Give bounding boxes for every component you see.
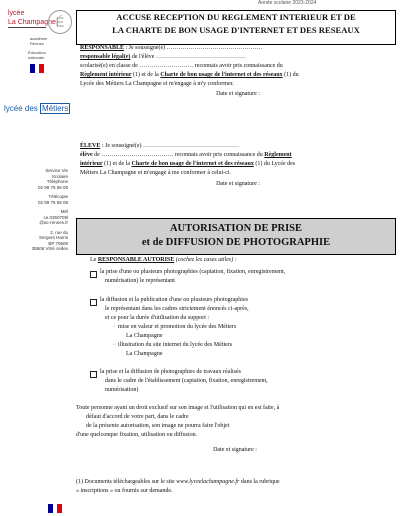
title-autorisation: AUTORISATION DE PRISE et de DIFFUSION DE PHOTOGRAPHIE <box>76 218 396 255</box>
option-diffusion-photo: la diffusion et la publication d'une ou plusieurs photographies le représentant dans les cadres strictement énoncés ci-après, et ce pour la durée d'utilisation du support : <box>100 297 249 321</box>
option-travaux: la prise et la diffusion de photographies de travaux réalisés dans le cadre de l'établissement (captation, fixation, enregistrement, numérisation) <box>100 369 268 393</box>
checkbox-travaux[interactable] <box>90 371 97 378</box>
title-accuse-reception: ACCUSE RECEPTION DU REGLEMENT INTERIEUR ET DE LA CHARTE DE BON USAGE D'INTERNET ET DES RESEAUX <box>76 10 396 45</box>
logo-la-champagne: La Champagne <box>8 19 56 26</box>
logo-academie: académie Rennes <box>30 36 48 46</box>
logo-ministere: Éducation nationale <box>28 50 46 60</box>
checkbox-prise-photo[interactable] <box>90 271 97 278</box>
marianne-emblem-icon <box>48 10 72 34</box>
eleve-date-signature: Date et signature : <box>216 181 260 187</box>
school-year-note: Année scolaire 2023-2024 <box>258 0 317 6</box>
sub-option-site-internet: · illustration du site internet du lycée des Métiers La Champagne <box>113 342 233 357</box>
option-prise-photo: la prise d'une ou plusieurs photographies (captation, fixation, enregistrement, numérisation) le représentant <box>100 269 286 284</box>
website-link[interactable]: www.lyceelachampagne.fr <box>176 479 240 485</box>
checkbox-diffusion-photo[interactable] <box>90 299 97 306</box>
auth-intro: Le RESPONSABLE AUTORISE (cochez les cases utiles) : <box>90 257 237 263</box>
section-eleve: ÉLEVE : Je soussigné(e) ………………………………………… élève de ……………………………… reconnais avoir pris connaissance du Règlement intérieur (1) et de la Charte de bon usage de l'internet et des réseaux (1) du Lycée des Métiers La Champagne et m'engage à me conformer à celui-ci. Date et signature : <box>80 142 396 189</box>
contact-sidebar: Service Vie Scolaire Téléphone 02 99 75 58 06 Télécopie 02 99 75 58 08 Mél ce.0350709l @ac-rennes.fr 2, rue du Sergent Harris BP 70609 35506 Vitré cedex <box>31 168 68 251</box>
image-rights-notice: Toute personne ayant un droit exclusif sur son image et l'utilisation qui en est faite, à défaut d'accord de votre part, dans le cadre de la présente autorisation, son image ne pourra faire l'objet d'une quelconque fixation, utilisation ou diffusion. <box>76 405 280 438</box>
resp-date-signature: Date et signature : <box>216 91 260 97</box>
auth-date-signature: Date et signature : <box>213 447 257 453</box>
footnote: (1) Documents téléchargeables sur le site www.lyceelachampagne.fr dans la rubrique « inscriptions » ou fournis sur demande. <box>76 479 280 494</box>
sub-option-promotion: · mise en valeur et promotion du lycée des Métiers La Champagne <box>113 324 237 339</box>
logo-divider <box>8 27 46 28</box>
logo-lycee: lycée <box>8 10 25 17</box>
bottom-flag-icon <box>48 504 62 513</box>
svg-text:É: É <box>55 14 65 30</box>
republique-flag-icon <box>30 64 44 73</box>
lycee-des-metiers-logo: lycée des Métiers <box>4 104 69 113</box>
section-responsable: RESPONSABLE : Je soussigné(e) ………………………………………… responsable légal(e) de l'élève ……………………………………… scolarisé(e) en classe de ……………………… reconnais avoir pris connaissance du Règlement intérieur (1) et de la Charte de bon usage de l'internet et des réseaux (1) du Lycée des Métiers La Champagne et m'engage à m'y conformer. Date et signature : <box>80 44 396 99</box>
